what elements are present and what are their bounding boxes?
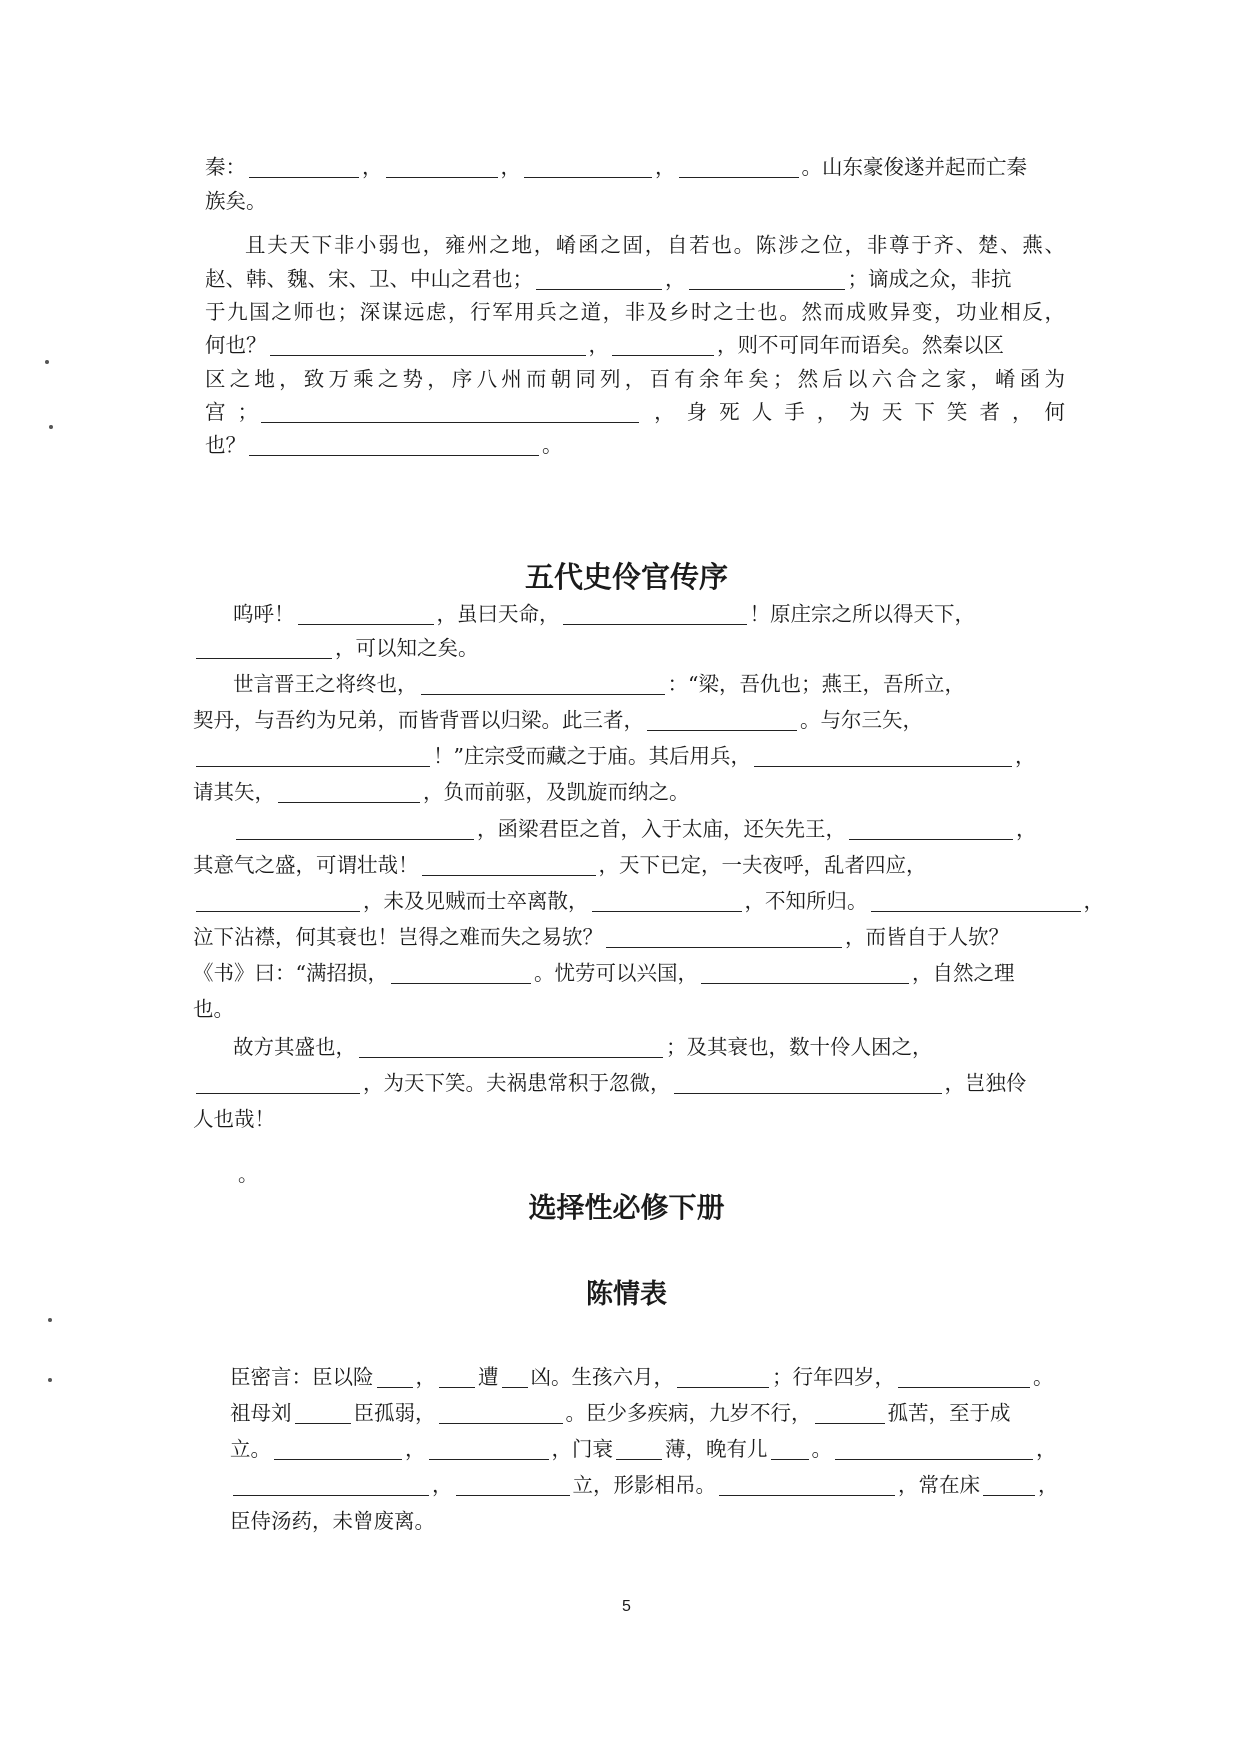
text-segment: ，未及见贼而士卒离散， bbox=[363, 889, 589, 913]
text-segment: 。与尔三矢， bbox=[800, 708, 923, 732]
answer-blank[interactable] bbox=[196, 1069, 360, 1094]
text-segment: ， bbox=[1036, 1437, 1057, 1461]
text-segment: ，可以知之矣。 bbox=[335, 636, 479, 660]
text-segment: ， bbox=[1014, 744, 1036, 768]
text-line bbox=[193, 848, 1053, 882]
answer-blank[interactable] bbox=[835, 1435, 1033, 1460]
text-segment: ，门衰 bbox=[551, 1437, 613, 1461]
answer-blank[interactable] bbox=[563, 600, 747, 625]
answer-blank[interactable] bbox=[689, 265, 845, 290]
text-line bbox=[193, 775, 1053, 809]
answer-blank[interactable] bbox=[295, 1399, 351, 1424]
text-segment: ，负而前驱，及凯旋而纳之。 bbox=[423, 780, 690, 804]
text-line bbox=[205, 184, 1065, 218]
answer-blank[interactable] bbox=[439, 1399, 563, 1424]
text-segment: ，函梁君臣之首，入于太庙，还矢先王， bbox=[477, 817, 846, 841]
text-line bbox=[205, 428, 1065, 462]
text-segment: 也。 bbox=[193, 997, 234, 1021]
text-segment: ：“梁，吾仇也；燕王，吾所立， bbox=[667, 672, 965, 696]
text-line bbox=[193, 739, 1053, 773]
answer-blank[interactable] bbox=[439, 1363, 475, 1388]
text-segment: 凶。生孩六月， bbox=[530, 1365, 674, 1389]
answer-blank[interactable] bbox=[196, 634, 332, 659]
text-line bbox=[193, 631, 1053, 665]
text-segment: ， bbox=[655, 155, 676, 179]
text-segment: 泣下沾襟，何其衰也！岂得之难而失之易欤？ bbox=[193, 925, 603, 949]
text-segment: 《书》曰：“满招损， bbox=[193, 961, 388, 985]
answer-blank[interactable] bbox=[536, 265, 662, 290]
text-line bbox=[193, 992, 1053, 1026]
text-segment: ， bbox=[1083, 889, 1104, 913]
text-segment: 何也？ bbox=[205, 333, 267, 357]
answer-blank[interactable] bbox=[647, 706, 797, 731]
text-line bbox=[193, 1102, 1053, 1136]
text-segment: 。 bbox=[811, 1437, 832, 1461]
text-line bbox=[193, 812, 1053, 846]
answer-blank[interactable] bbox=[719, 1471, 895, 1496]
answer-blank[interactable] bbox=[701, 959, 909, 984]
answer-blank[interactable] bbox=[606, 923, 842, 948]
text-line bbox=[230, 1396, 1065, 1430]
text-segment: 孤苦，至于成 bbox=[887, 1401, 1011, 1425]
text-segment: ，而皆自于人欤？ bbox=[845, 925, 1009, 949]
text-segment: 族矣。 bbox=[205, 189, 267, 213]
text-segment: 。山东豪俊遂并起而亡秦 bbox=[801, 155, 1027, 179]
text-segment: 薄，晚有儿 bbox=[665, 1437, 768, 1461]
text-segment: ， bbox=[588, 333, 609, 357]
text-segment: ， bbox=[362, 155, 383, 179]
answer-blank[interactable] bbox=[274, 1435, 402, 1460]
text-line bbox=[193, 920, 1053, 954]
text-segment: 。臣少多疾病，九岁不行， bbox=[565, 1401, 812, 1425]
text-line bbox=[205, 228, 1065, 262]
answer-blank[interactable] bbox=[421, 670, 665, 695]
text-line bbox=[193, 703, 1053, 737]
text-segment: 臣侍汤药，未曾废离。 bbox=[230, 1509, 435, 1533]
text-line bbox=[193, 884, 1104, 918]
answer-blank[interactable] bbox=[849, 815, 1013, 840]
text-segment: 呜呼！ bbox=[233, 602, 295, 626]
page-number: 5 bbox=[622, 1598, 631, 1615]
answer-blank[interactable] bbox=[456, 1471, 570, 1496]
answer-blank[interactable] bbox=[983, 1471, 1035, 1496]
text-line bbox=[230, 1504, 1065, 1538]
answer-blank[interactable] bbox=[377, 1363, 413, 1388]
text-segment: 立。 bbox=[230, 1437, 271, 1461]
text-segment: ， bbox=[405, 1437, 426, 1461]
title-xuanze: 选择性必修下册 bbox=[528, 1191, 725, 1224]
answer-blank[interactable] bbox=[771, 1435, 809, 1460]
text-segment: ，为天下笑。夫祸患常积于忽微， bbox=[363, 1071, 671, 1095]
answer-blank[interactable] bbox=[298, 600, 434, 625]
text-segment: ，不知所归。 bbox=[744, 889, 868, 913]
text-segment: 。 bbox=[1033, 1365, 1054, 1389]
answer-blank[interactable] bbox=[270, 331, 586, 356]
answer-blank[interactable] bbox=[429, 1435, 549, 1460]
answer-blank[interactable] bbox=[871, 887, 1081, 912]
text-segment: 其意气之盛，可谓壮哉！ bbox=[193, 853, 419, 877]
answer-blank[interactable] bbox=[616, 1435, 662, 1460]
answer-blank[interactable] bbox=[674, 1069, 942, 1094]
answer-blank[interactable] bbox=[236, 815, 474, 840]
text-segment: ，天下已定，一夫夜呼，乱者四应， bbox=[598, 853, 927, 877]
text-segment: 臣密言：臣以险 bbox=[230, 1365, 374, 1389]
text-segment: ， bbox=[1016, 817, 1037, 841]
text-segment: 赵、韩、魏、宋、卫、中山之君也； bbox=[205, 267, 533, 291]
text-segment: ，常在床 bbox=[898, 1473, 980, 1497]
text-segment: ， bbox=[432, 1473, 453, 1497]
text-segment: ， bbox=[415, 1365, 436, 1389]
text-segment: ， bbox=[1038, 1473, 1059, 1497]
text-line bbox=[205, 150, 1065, 184]
text-segment: 世言晋王之将终也， bbox=[233, 672, 418, 696]
text-line bbox=[230, 1432, 1065, 1466]
text-line bbox=[205, 328, 1065, 362]
margin-mark bbox=[49, 425, 53, 429]
margin-mark bbox=[48, 1318, 52, 1322]
answer-blank[interactable] bbox=[524, 153, 652, 178]
answer-blank[interactable] bbox=[677, 1363, 769, 1388]
text-line bbox=[193, 956, 1053, 990]
text-line bbox=[193, 1066, 1053, 1100]
answer-blank[interactable] bbox=[592, 887, 742, 912]
text-line bbox=[193, 1030, 1053, 1064]
answer-blank[interactable] bbox=[196, 742, 430, 767]
answer-blank[interactable] bbox=[196, 887, 360, 912]
answer-blank[interactable] bbox=[612, 331, 714, 356]
answer-blank[interactable] bbox=[249, 153, 359, 178]
answer-blank[interactable] bbox=[391, 959, 531, 984]
text-segment: 请其矢， bbox=[193, 780, 275, 804]
answer-blank[interactable] bbox=[815, 1399, 885, 1424]
text-segment: ，自然之理 bbox=[911, 961, 1015, 985]
answer-blank[interactable] bbox=[386, 153, 498, 178]
text-segment: ；及其衰也，数十伶人困之， bbox=[666, 1035, 933, 1059]
text-line bbox=[230, 1360, 1065, 1394]
text-line bbox=[205, 395, 1065, 429]
text-segment: ！原庄宗之所以得天下， bbox=[749, 602, 975, 626]
text-line bbox=[205, 362, 1065, 396]
text-segment: 于九国之师也；深谋远虑，行军用兵之道，非及乡时之士也。然而成败异变，功业相反， bbox=[205, 300, 1065, 324]
text-segment: 。 bbox=[542, 433, 563, 457]
text-line bbox=[193, 597, 1053, 631]
text-segment: 区之地，致万乘之势，序八州而朝同列，百有余年矣；然后以六合之家，崤函为 bbox=[205, 367, 1065, 391]
title-chenqingbiao: 陈情表 bbox=[586, 1279, 667, 1310]
text-segment: ，虽曰天命， bbox=[436, 602, 560, 626]
text-segment: 宫； bbox=[205, 400, 259, 424]
text-segment: ，岂独伶 bbox=[944, 1071, 1027, 1095]
answer-blank[interactable] bbox=[898, 1363, 1030, 1388]
text-line bbox=[205, 262, 1065, 296]
text-segment: ，身死人手，为天下笑者，何 bbox=[642, 400, 1066, 424]
text-segment: 。忧劳可以兴国， bbox=[533, 961, 698, 985]
answer-blank[interactable] bbox=[679, 153, 799, 178]
answer-blank[interactable] bbox=[502, 1363, 528, 1388]
title-wudaishi: 五代史伶官传序 bbox=[524, 560, 728, 594]
text-segment: ！”庄宗受而藏之于庙。其后用兵， bbox=[433, 744, 751, 768]
answer-blank[interactable] bbox=[754, 742, 1012, 767]
text-line bbox=[205, 295, 1065, 329]
text-segment: 立，形影相吊。 bbox=[572, 1473, 716, 1497]
text-segment: 也？ bbox=[205, 433, 246, 457]
text-segment: ；谪成之众，非抗 bbox=[847, 267, 1012, 291]
answer-blank[interactable] bbox=[359, 1033, 663, 1058]
text-segment: ；行年四岁， bbox=[772, 1365, 895, 1389]
text-segment: 秦： bbox=[205, 155, 246, 179]
text-segment: 契丹，与吾约为兄弟，而皆背晋以归梁。此三者， bbox=[193, 708, 644, 732]
stray-period: 。 bbox=[238, 1162, 258, 1186]
answer-blank[interactable] bbox=[422, 851, 596, 876]
text-segment: 祖母刘 bbox=[230, 1401, 292, 1425]
answer-blank[interactable] bbox=[233, 1471, 429, 1496]
text-segment: ，则不可同年而语矣。然秦以区 bbox=[717, 333, 1004, 357]
answer-blank[interactable] bbox=[278, 778, 420, 803]
margin-mark bbox=[48, 1378, 52, 1382]
text-segment: 人也哉！ bbox=[193, 1107, 275, 1131]
text-segment: ， bbox=[665, 267, 686, 291]
margin-mark bbox=[45, 360, 49, 364]
text-segment: 臣孤弱， bbox=[353, 1401, 436, 1425]
text-segment: 且夫天下非小弱也，雍州之地，崤函之固，自若也。陈涉之位，非尊于齐、楚、燕、 bbox=[245, 233, 1065, 257]
text-segment: 故方其盛也， bbox=[233, 1035, 356, 1059]
text-segment: ， bbox=[500, 155, 521, 179]
answer-blank[interactable] bbox=[261, 398, 639, 423]
answer-blank[interactable] bbox=[249, 431, 539, 456]
text-line bbox=[193, 667, 1053, 701]
text-line bbox=[230, 1468, 1065, 1502]
text-segment: 遭 bbox=[478, 1365, 499, 1389]
